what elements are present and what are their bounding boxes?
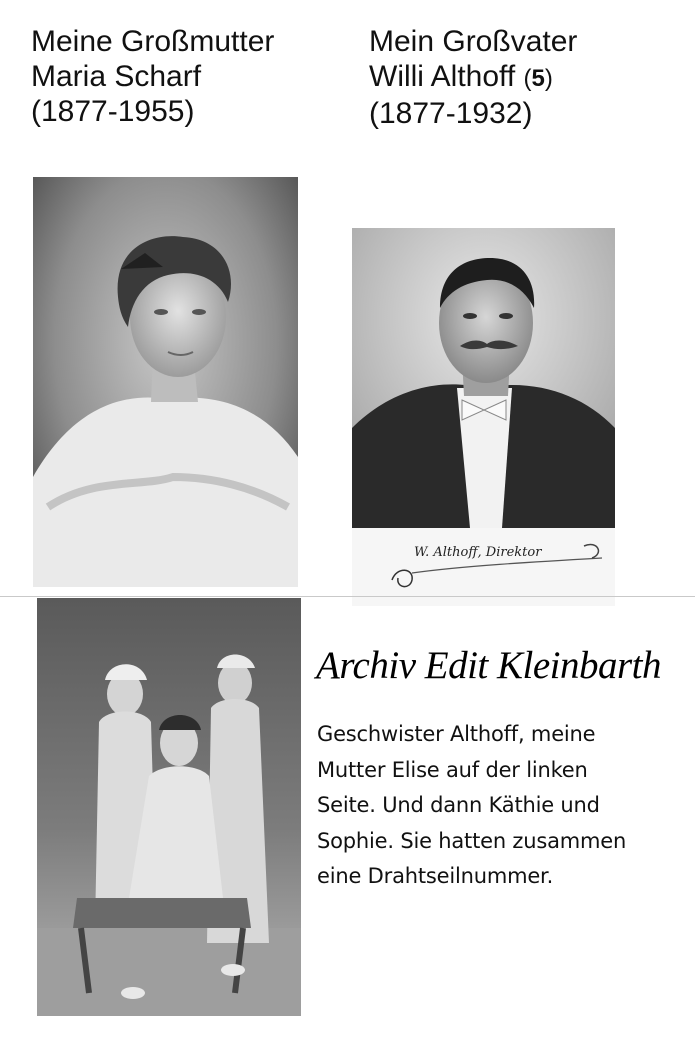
archive-credit: Archiv Edit Kleinbarth bbox=[316, 644, 662, 687]
grandfather-title: Mein Großvater bbox=[369, 25, 578, 58]
signature-text: W. Althoff, Direktor bbox=[414, 545, 542, 560]
description-line: Mutter Elise auf der linken bbox=[317, 757, 588, 782]
grandmother-name: Maria Scharf bbox=[31, 60, 202, 93]
grandfather-caption bbox=[369, 24, 577, 131]
grandfather-portrait-photo bbox=[352, 228, 615, 606]
grandmother-dates: (1877-1955) bbox=[31, 95, 195, 128]
description-line: eine Drahtseilnummer. bbox=[317, 864, 554, 888]
grandfather-portrait-image bbox=[352, 228, 615, 606]
siblings-group-photo bbox=[37, 598, 301, 1016]
siblings-group-image bbox=[37, 598, 301, 1016]
section-divider bbox=[0, 596, 695, 597]
reference-number: 5 bbox=[531, 65, 545, 92]
grandfather-name: Willi Althoff bbox=[369, 60, 516, 93]
grandmother-portrait-photo bbox=[33, 177, 298, 587]
description-line: Geschwister Althoff, meine bbox=[317, 722, 596, 746]
photo-description bbox=[317, 717, 687, 895]
grandmother-portrait-image bbox=[33, 177, 298, 587]
description-line: Sophie. Sie hatten zusammen bbox=[317, 828, 627, 853]
grandmother-title: Meine Großmutter bbox=[31, 25, 275, 58]
grandmother-caption bbox=[31, 24, 274, 129]
grandfather-name-line bbox=[369, 59, 577, 96]
grandfather-dates: (1877-1932) bbox=[369, 97, 533, 130]
description-line: Seite. Und dann Käthie und bbox=[317, 793, 600, 817]
reference-marker: (5) bbox=[523, 65, 553, 92]
